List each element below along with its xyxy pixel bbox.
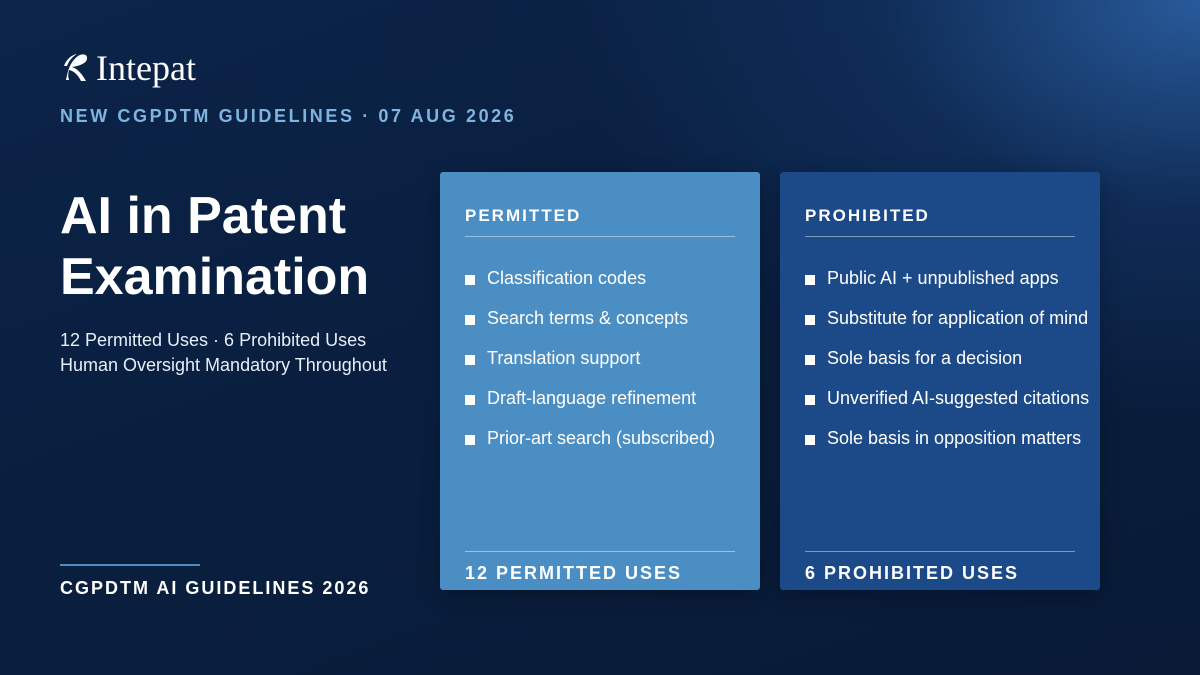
prohibited-heading: PROHIBITED <box>805 206 930 225</box>
permitted-list <box>465 258 715 458</box>
bullet-square-icon <box>805 355 815 365</box>
list-item-label: Translation support <box>487 347 641 368</box>
list-item <box>805 298 1089 338</box>
permitted-card <box>440 172 760 590</box>
prohibited-card <box>780 172 1100 590</box>
list-item-label: Draft-language refinement <box>487 387 697 408</box>
bullet-square-icon <box>805 435 815 445</box>
bullet-square-icon <box>465 275 475 285</box>
kicker-date-line: NEW CGPDTM GUIDELINES · 07 AUG 2026 <box>60 106 517 126</box>
bullet-square-icon <box>805 315 815 325</box>
prohibited-bottom-divider <box>805 551 1075 552</box>
bullet-square-icon <box>465 435 475 445</box>
list-item <box>465 418 715 458</box>
footer-label: CGPDTM AI GUIDELINES 2026 <box>60 578 371 598</box>
list-item-label: Unverified AI-suggested citations <box>827 387 1090 408</box>
brand-logo <box>60 48 196 88</box>
bullet-square-icon <box>465 355 475 365</box>
subtitle-line-uses: 12 Permitted Uses · 6 Prohibited Uses <box>60 330 367 350</box>
permitted-top-divider <box>465 236 735 237</box>
subtitle <box>60 328 387 378</box>
list-item <box>465 338 715 378</box>
prohibited-list <box>805 258 1089 458</box>
list-item-label: Sole basis in opposition matters <box>827 427 1082 448</box>
intepat-swirl-icon <box>60 50 90 86</box>
bullet-square-icon <box>805 275 815 285</box>
list-item-label: Public AI + unpublished apps <box>827 267 1059 288</box>
permitted-heading: PERMITTED <box>465 206 582 225</box>
list-item-label: Substitute for application of mind <box>827 307 1089 328</box>
prohibited-count: 6 PROHIBITED USES <box>805 563 1020 583</box>
bullet-square-icon <box>465 315 475 325</box>
list-item-label: Sole basis for a decision <box>827 347 1023 368</box>
list-item <box>805 258 1089 298</box>
list-item <box>465 298 715 338</box>
brand-name: Intepat <box>96 48 196 88</box>
list-item-label: Classification codes <box>487 267 647 288</box>
list-item <box>465 258 715 298</box>
list-item <box>465 378 715 418</box>
bullet-square-icon <box>805 395 815 405</box>
footer-divider <box>60 564 200 566</box>
subtitle-line-oversight: Human Oversight Mandatory Throughout <box>60 355 387 375</box>
bullet-square-icon <box>465 395 475 405</box>
prohibited-top-divider <box>805 236 1075 237</box>
permitted-count: 12 PERMITTED USES <box>465 563 683 583</box>
list-item <box>805 338 1089 378</box>
list-item-label: Search terms & concepts <box>487 307 689 328</box>
permitted-bottom-divider <box>465 551 735 552</box>
list-item <box>805 418 1089 458</box>
list-item-label: Prior-art search (subscribed) <box>487 427 716 448</box>
page-title: AI in Patent Examination <box>60 187 370 306</box>
list-item <box>805 378 1089 418</box>
